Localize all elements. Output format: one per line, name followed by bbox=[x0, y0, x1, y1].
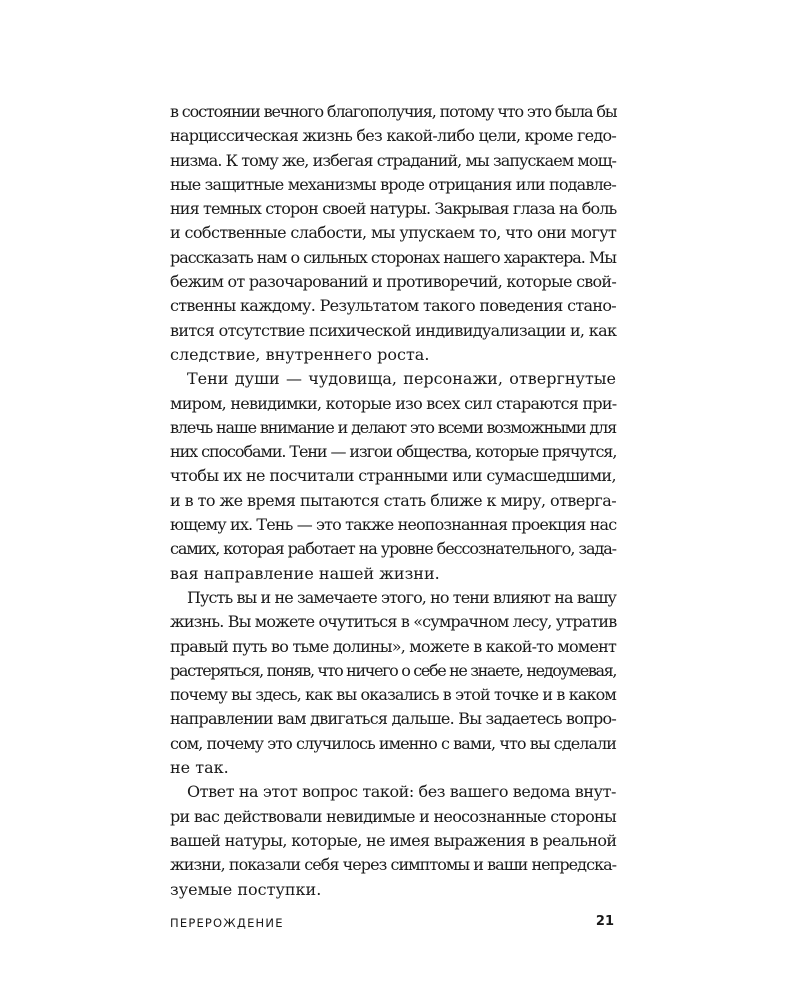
text-line: чтобы их не посчитали странными или сумасшедшими, bbox=[170, 466, 616, 486]
text-line: и в то же время пытаются стать ближе к миру, отверга- bbox=[170, 490, 617, 510]
text-line: и собственные слабости, мы упускаем то, что они могут bbox=[170, 223, 617, 243]
page-footer bbox=[170, 914, 616, 934]
text-line: зуемые поступки. bbox=[170, 879, 322, 899]
body-text bbox=[170, 100, 616, 902]
text-line: влечь наше внимание и делают это всеми возможными для bbox=[170, 417, 616, 437]
text-line: ственны каждому. Результатом такого поведения стано- bbox=[170, 296, 616, 316]
paragraph-1 bbox=[170, 100, 616, 367]
text-line: ные защитные механизмы вроде отрицания или подавле- bbox=[170, 174, 616, 194]
text-line: ри вас действовали невидимые и неосознанные стороны bbox=[170, 806, 616, 826]
text-line: самих, которая работает на уровне бессознательного, зада- bbox=[170, 539, 616, 559]
text-line: вашей натуры, которые, не имея выражения в реальной bbox=[170, 830, 617, 850]
text-line: ния темных сторон своей натуры. Закрывая глаза на боль bbox=[170, 199, 617, 219]
text-line: почему вы здесь, как вы оказались в этой точке и в каком bbox=[170, 685, 616, 705]
paragraph-2 bbox=[170, 367, 616, 586]
text-line: нарциссическая жизнь без какой-либо цели, кроме гедо- bbox=[170, 126, 616, 146]
text-line: сом, почему это случилось именно с вами, что вы сделали bbox=[170, 733, 616, 753]
text-line: вится отсутствие психической индивидуализации и, как bbox=[170, 320, 617, 340]
paragraph-4 bbox=[170, 780, 616, 901]
running-title: ПЕРЕРОЖДЕНИЕ bbox=[170, 916, 284, 930]
text-line: растеряться, поняв, что ничего о себе не знаете, недоумевая, bbox=[170, 660, 617, 680]
text-line: направлении вам двигаться дальше. Вы задаетесь вопро- bbox=[170, 709, 616, 729]
text-line: следствие, внутреннего роста. bbox=[170, 344, 430, 364]
text-line: них способами. Тени — изгои общества, которые прячутся, bbox=[170, 442, 617, 462]
text-line: бежим от разочарований и противоречий, которые свой- bbox=[170, 272, 616, 292]
text-line: миром, невидимки, которые изо всех сил стараются при- bbox=[170, 393, 617, 413]
text-line: Ответ на этот вопрос такой: без вашего ведома внут- bbox=[187, 782, 616, 802]
text-line: ющему их. Тень — это также неопознанная проекция нас bbox=[170, 515, 617, 535]
text-line: в состоянии вечного благополучия, потому что это была бы bbox=[170, 102, 617, 121]
text-line: правый путь во тьме долины», можете в какой-то момент bbox=[170, 636, 616, 656]
text-line: Тени души — чудовища, персонажи, отвергнутые bbox=[187, 369, 616, 389]
text-line: жизни, показали себя через симптомы и ваши непредска- bbox=[170, 855, 617, 875]
paragraph-3 bbox=[170, 586, 616, 780]
text-line: низма. К тому же, избегая страданий, мы запускаем мощ- bbox=[170, 150, 616, 170]
text-line: вая направление нашей жизни. bbox=[170, 563, 440, 583]
text-line: рассказать нам о сильных сторонах нашего характера. Мы bbox=[170, 247, 616, 267]
text-line: Пусть вы и не замечаете этого, но тени влияют на вашу bbox=[187, 587, 616, 607]
text-line: жизнь. Вы можете очутиться в «сумрачном лесу, утратив bbox=[170, 612, 617, 632]
page-number: 21 bbox=[595, 914, 614, 929]
text-line: не так. bbox=[170, 758, 229, 778]
